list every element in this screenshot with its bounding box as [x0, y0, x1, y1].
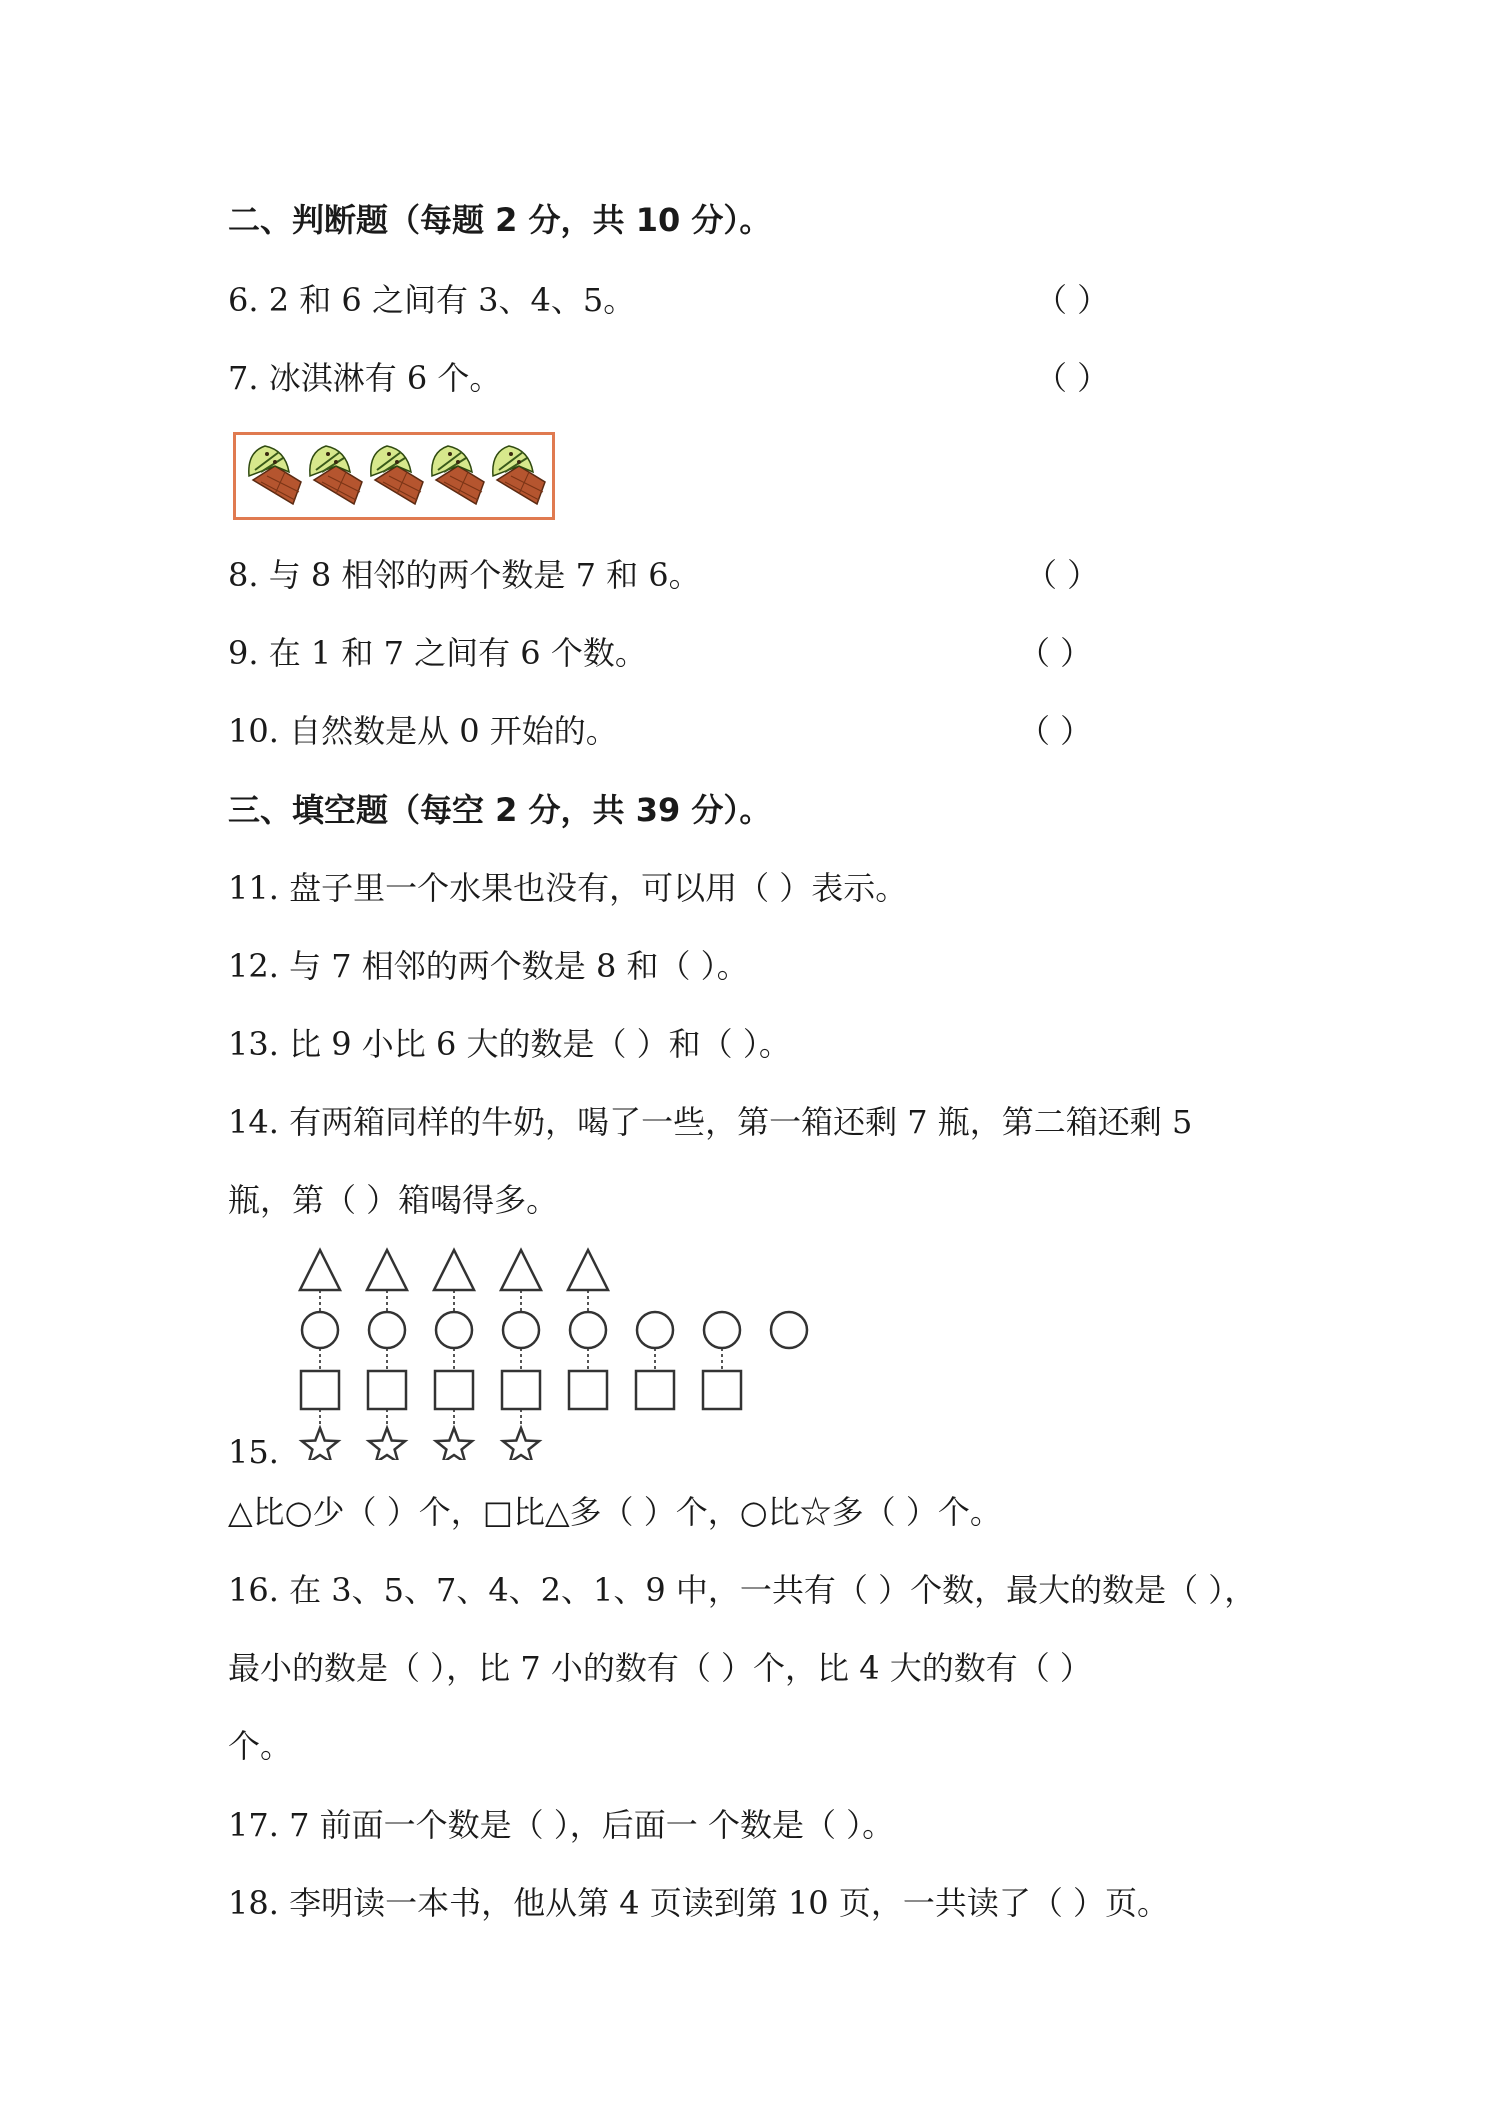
square-shape — [502, 1371, 540, 1409]
triangle-shape — [367, 1250, 407, 1290]
question-11: 11. 盘子里一个水果也没有，可以用（ ）表示。 — [228, 869, 908, 907]
shapes-diagram — [290, 1240, 830, 1460]
question-16-line-1: 16. 在 3、5、7、4、2、1、9 中，一共有（ ）个数，最大的数是（ ）， — [228, 1571, 1257, 1609]
question-16-line-3: 个。 — [228, 1727, 293, 1765]
circle-shape — [503, 1312, 539, 1348]
question-9: 9. 在 1 和 7 之间有 6 个数。 — [228, 634, 647, 672]
ice-cream-picture — [233, 432, 555, 520]
question-13: 13. 比 9 小比 6 大的数是（ ）和（ ）。 — [228, 1025, 791, 1063]
square-shape — [636, 1371, 674, 1409]
triangle-shape — [300, 1250, 340, 1290]
star-shape — [503, 1428, 539, 1460]
question-6: 6. 2 和 6 之间有 3、4、5。 — [228, 281, 636, 319]
circle-shape — [771, 1312, 807, 1348]
section-3-heading: 三、填空题（每空 2 分，共 39 分）。 — [228, 791, 772, 829]
square-shape — [368, 1371, 406, 1409]
question-12: 12. 与 7 相邻的两个数是 8 和（ ）。 — [228, 947, 749, 985]
square-shape — [569, 1371, 607, 1409]
circle-shape — [570, 1312, 606, 1348]
circle-shape — [704, 1312, 740, 1348]
answer-blank-8[interactable]: （ ） — [1025, 556, 1100, 594]
question-14-line-2: 瓶，第（ ）箱喝得多。 — [228, 1181, 559, 1219]
question-8: 8. 与 8 相邻的两个数是 7 和 6。 — [228, 556, 701, 594]
square-shape — [301, 1371, 339, 1409]
question-18: 18. 李明读一本书，他从第 4 页读到第 10 页，一共读了（ ）页。 — [228, 1884, 1170, 1922]
section-2-heading: 二、判断题（每题 2 分，共 10 分）。 — [228, 201, 772, 239]
circle-shape — [436, 1312, 472, 1348]
question-16-line-2: 最小的数是（ ），比 7 小的数有（ ）个，比 4 大的数有（ ） — [228, 1649, 1092, 1687]
question-7: 7. 冰淇淋有 6 个。 — [228, 359, 502, 397]
question-14-line-1: 14. 有两箱同样的牛奶，喝了一些，第一箱还剩 7 瓶，第二箱还剩 5 — [228, 1103, 1193, 1141]
triangle-shape — [434, 1250, 474, 1290]
answer-blank-7[interactable]: （ ） — [1035, 359, 1110, 397]
star-shape — [302, 1428, 338, 1460]
question-17: 17. 7 前面一个数是（ ），后面一 个数是（ ）。 — [228, 1806, 895, 1844]
question-15-text: △比○少（ ）个，□比△多（ ）个，○比☆多（ ）个。 — [228, 1493, 1002, 1531]
star-shape — [436, 1428, 472, 1460]
triangle-shape — [501, 1250, 541, 1290]
answer-blank-6[interactable]: （ ） — [1035, 281, 1110, 319]
circle-shape — [637, 1312, 673, 1348]
square-shape — [435, 1371, 473, 1409]
answer-blank-10[interactable]: （ ） — [1018, 712, 1093, 750]
circle-shape — [302, 1312, 338, 1348]
star-shape — [369, 1428, 405, 1460]
triangle-shape — [568, 1250, 608, 1290]
question-15-number: 15. — [228, 1433, 279, 1471]
answer-blank-9[interactable]: （ ） — [1018, 634, 1093, 672]
circle-shape — [369, 1312, 405, 1348]
square-shape — [703, 1371, 741, 1409]
question-10: 10. 自然数是从 0 开始的。 — [228, 712, 618, 750]
